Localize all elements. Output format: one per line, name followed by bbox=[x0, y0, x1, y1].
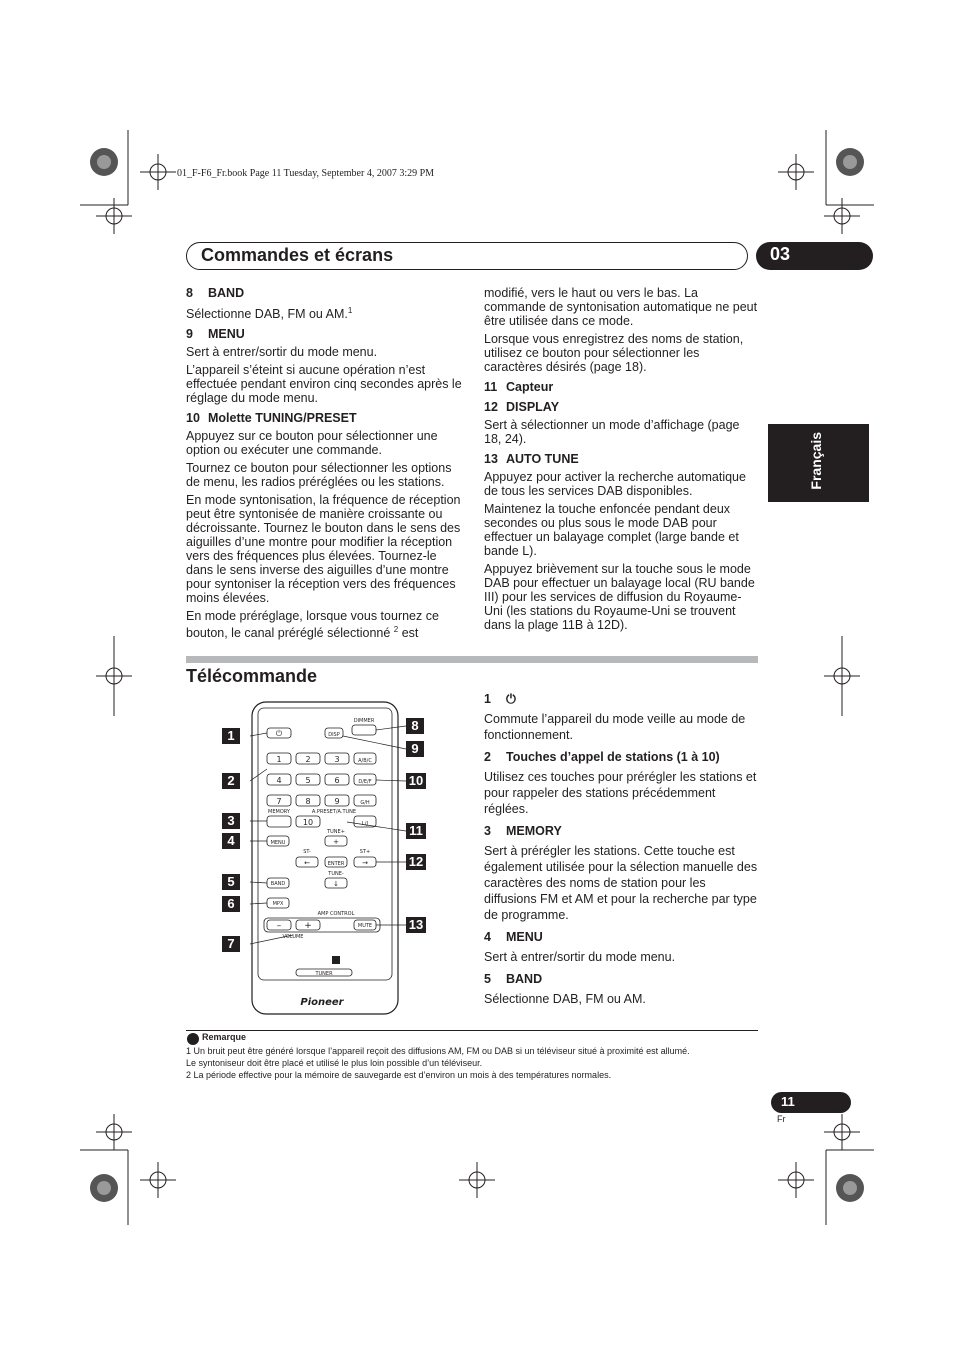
chapter-tab bbox=[756, 242, 873, 270]
page-lang: Fr bbox=[777, 1114, 786, 1124]
svg-text:ST-: ST- bbox=[303, 849, 311, 855]
svg-text:AMP CONTROL: AMP CONTROL bbox=[317, 911, 355, 917]
remote-item-2: 2 Touches d’appel de stations (1 à 10) Utilisez ces touches pour prérégler les stations et pour rappeler des stations précédemment réglées. bbox=[484, 750, 757, 816]
svg-text:+: + bbox=[333, 838, 339, 846]
svg-text:9: 9 bbox=[334, 797, 340, 806]
svg-text:↓: ↓ bbox=[333, 880, 339, 888]
svg-text:ENTER: ENTER bbox=[327, 861, 345, 867]
remote-item-1: 1 ⏻ Commute l’appareil du mode veille au mode de fonctionnement. bbox=[484, 692, 746, 742]
svg-text:A.PRESET/A.TUNE: A.PRESET/A.TUNE bbox=[311, 809, 357, 815]
svg-text:1: 1 bbox=[276, 755, 282, 764]
notes-text: 1 Un bruit peut être généré lorsque l’appareil reçoit des diffusions AM, FM ou DAB si un téléviseur situé à proximité est allumé. Le syntoniseur doit être placé et utilisé le plus loin possible d’un téléviseur. 2 La période effective pour la mémoire de sauvegarde est d’environ un mois à des températures normales. bbox=[186, 1046, 690, 1080]
notes-divider bbox=[186, 1030, 758, 1031]
svg-text:TUNER: TUNER bbox=[315, 971, 333, 977]
file-info: 01_F-F6_Fr.book Page 11 Tuesday, September 4, 2007 3:29 PM bbox=[177, 168, 435, 179]
svg-text:MEMORY: MEMORY bbox=[268, 809, 290, 815]
callout-13: 13 bbox=[406, 917, 426, 933]
svg-text:2: 2 bbox=[305, 755, 311, 764]
callout-8: 8 bbox=[406, 718, 424, 734]
svg-text:TUNE-: TUNE- bbox=[328, 871, 344, 877]
remote-item-4: 4 MENU Sert à entrer/sortir du mode menu. bbox=[484, 930, 676, 964]
svg-text:8: 8 bbox=[305, 797, 311, 806]
svg-text:VOLUME: VOLUME bbox=[282, 934, 304, 940]
chapter-number: 03 bbox=[770, 244, 791, 264]
callout-7: 7 bbox=[222, 936, 240, 952]
notes-heading: Remarque bbox=[202, 1032, 247, 1042]
remote-descriptions bbox=[484, 691, 760, 1011]
remote-item-5: 5 BAND Sélectionne DAB, FM ou AM. bbox=[484, 972, 646, 1006]
callout-3: 3 bbox=[222, 813, 240, 829]
svg-text:TUNE+: TUNE+ bbox=[327, 829, 345, 835]
svg-text:←: ← bbox=[304, 859, 310, 867]
callout-10: 10 bbox=[406, 773, 426, 789]
callout-5: 5 bbox=[222, 874, 240, 890]
language-tab bbox=[768, 424, 869, 502]
language-label: Français bbox=[808, 432, 824, 490]
remote-item-3: 3 MEMORY Sert à prérégler les stations. Cette touche est également utilisée pour la sélection manuelle des caractères des noms de station pour les diffusions FM et AM et pour la recherche par type de programme. bbox=[484, 824, 758, 922]
section-title-bar bbox=[186, 242, 748, 270]
svg-text:BAND: BAND bbox=[270, 881, 286, 887]
item-12: 12 DISPLAY Sert à sélectionner un mode d’affichage (page 18, 24). bbox=[484, 400, 740, 446]
svg-text:10: 10 bbox=[302, 818, 314, 827]
svg-text:+: + bbox=[304, 921, 312, 931]
callout-11: 11 bbox=[406, 823, 426, 839]
pioneer-logo: Pioneer bbox=[300, 997, 344, 1008]
callout-1: 1 bbox=[222, 728, 240, 744]
svg-text:5: 5 bbox=[305, 776, 311, 785]
svg-text:DIMMER: DIMMER bbox=[353, 718, 375, 724]
svg-text:3: 3 bbox=[334, 755, 340, 764]
svg-text:DISP: DISP bbox=[328, 732, 340, 738]
svg-text:L/J: L/J bbox=[362, 821, 368, 827]
item-11: 11 Capteur bbox=[484, 380, 554, 394]
callout-6: 6 bbox=[222, 896, 240, 912]
left-column bbox=[186, 286, 464, 644]
note-icon bbox=[187, 1033, 199, 1045]
item-9: 9 MENU Sert à entrer/sortir du mode menu. L’appareil s’éteint si aucune opération n’est effectuée pendant environ cinq secondes après le réglage du mode menu. bbox=[186, 327, 462, 406]
svg-text:4: 4 bbox=[276, 776, 282, 785]
remote-control-illustration bbox=[220, 700, 430, 1020]
callout-9: 9 bbox=[406, 741, 424, 757]
svg-text:G/H: G/H bbox=[360, 800, 370, 806]
section-title: Commandes et écrans bbox=[201, 245, 394, 265]
power-icon: ⏻ bbox=[275, 729, 283, 738]
power-icon: ⏻ bbox=[506, 692, 516, 706]
page-number: 11 bbox=[781, 1094, 795, 1109]
svg-text:6: 6 bbox=[334, 776, 340, 785]
callout-2: 2 bbox=[222, 773, 240, 789]
svg-text:7: 7 bbox=[276, 797, 282, 806]
svg-text:MUTE: MUTE bbox=[357, 923, 373, 929]
svg-text:D/E/F: D/E/F bbox=[358, 779, 372, 785]
svg-text:A/B/C: A/B/C bbox=[358, 758, 372, 764]
item-10: 10 Molette TUNING/PRESET Appuyez sur ce bouton pour sélectionner une option ou exécuter une commande. Tournez ce bouton pour sélectionner les options de menu, les radios préréglées ou les stations. En mode syntonisation, la fréquence de réception peut être syntonisée de manière croissante ou décroissante. Tournez le bouton dans le sens des aiguilles d’une montre pour modifier la réception vers des fréquences plus élevées. Tournez-le dans le sens inverse des aiguilles d’une montre pour syntoniser la réception vers des fréquences moins élevées. En mode préréglage, lorsque vous tournez ce bouton, le canal préréglé sélectionné $^2$ est bbox=[186, 411, 461, 641]
svg-text:MPX: MPX bbox=[272, 901, 284, 907]
item-13: 13 AUTO TUNE Appuyez pour activer la recherche automatique de tous les services DAB disponibles. Maintenez la touche enfoncée pendant deux secondes ou plus sous le mode DAB pour effectuer un balayage complet (large bande et bande L). Appuyez brièvement sur la touche sous le mode DAB pour effectuer un balayage local (RU bande III) pour les services de diffusion du Royaume-Uni (les stations du Royaume-Uni se trouvent dans la plage 11B à 12D). bbox=[484, 452, 755, 632]
svg-text:ST+: ST+ bbox=[359, 849, 371, 855]
svg-text:MENU: MENU bbox=[270, 840, 286, 846]
callout-12: 12 bbox=[406, 854, 426, 870]
right-column: modifié, vers le haut ou vers le bas. La commande de syntonisation automatique ne peut être utilisée dans ce mode. Lorsque vous enregistrez des noms de station, utilisez ce bouton pour sélectionner les caractères désirés (page 18). 11 Capteur 12 DISPLAY Sert à sélectionner un mode d’affichage (page 18, 24). 13 AUTO TUNE Appuyez pour activer la recherche automatique de tous les services DAB disponibles. Maintenez la touche enfoncée pendant deux secondes ou plus sous le mode DAB pour effectuer un balayage complet (large bande et bande L). Appuyez brièvement sur la touche sous le mode DAB pour effectuer un balayage local (RU bande III) pour les services de diffusion du Royaume-Uni (les stations du Royaume-Uni se trouvent dans la plage 11B à 12D). bbox=[484, 286, 760, 636]
svg-text:–: – bbox=[276, 921, 282, 931]
svg-text:→: → bbox=[362, 859, 368, 867]
callout-4: 4 bbox=[222, 833, 240, 849]
page-number-tab bbox=[771, 1092, 851, 1113]
item-8: 8 BAND Sélectionne DAB, FM ou AM.$^1$ bbox=[186, 286, 353, 322]
remote-section-title: Télécommande bbox=[186, 666, 318, 686]
section-divider bbox=[186, 656, 758, 663]
